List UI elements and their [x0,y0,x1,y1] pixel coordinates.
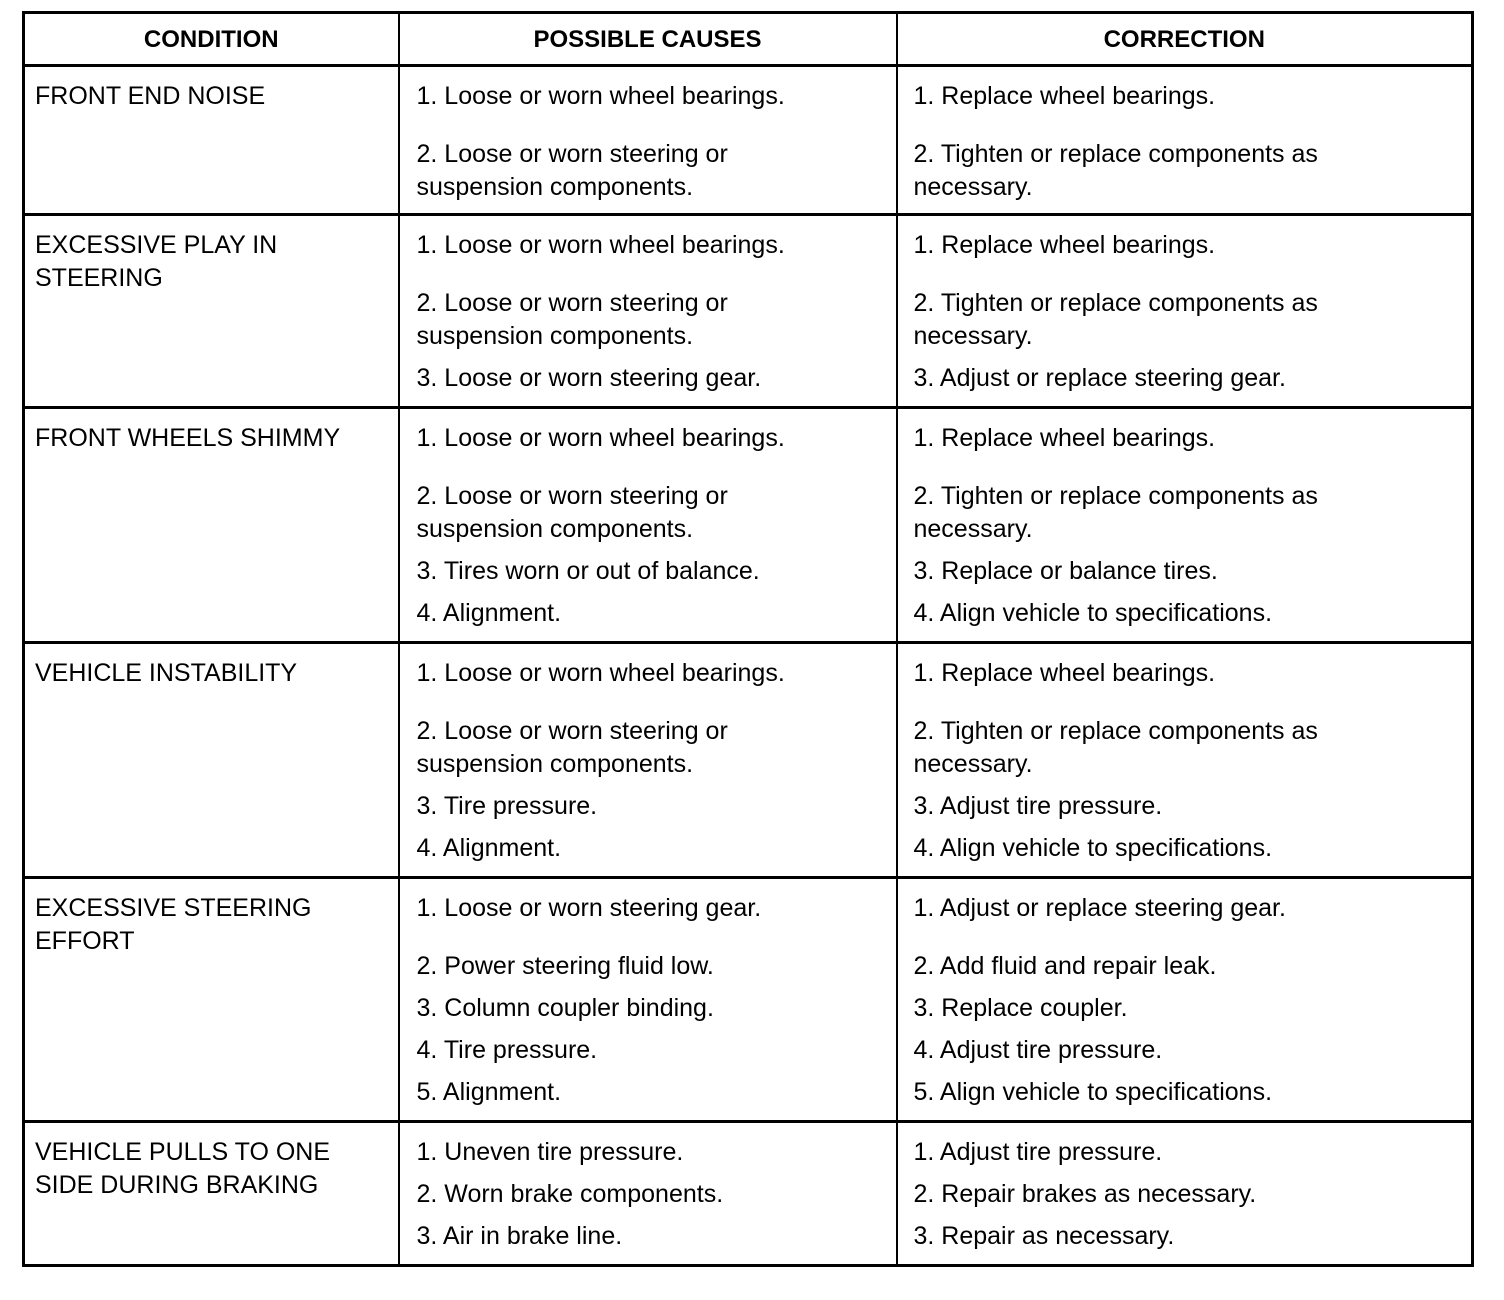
condition-cell: FRONT END NOISE [24,66,399,215]
cause-item: 2. Worn brake components. [416,1180,724,1208]
cause-item: 3. Loose or worn steering gear. [416,364,762,392]
cause-item: 3. Column coupler binding. [416,994,714,1022]
condition-cell: EXCESSIVE PLAY IN STEERING [24,215,399,408]
correction-item: 2. Tighten or replace components as necessary. [913,289,1318,350]
correction-item: 1. Replace wheel bearings. [913,82,1216,110]
table-row [24,408,1473,643]
cause-item: 1. Loose or worn wheel bearings. [416,82,785,110]
correction-cell [897,215,1473,408]
correction-item: 2. Repair brakes as necessary. [913,1180,1257,1208]
causes-cell [399,878,897,1122]
causes-cell [399,215,897,408]
correction-item: 2. Tighten or replace components as necessary. [913,140,1318,201]
correction-item: 1. Replace wheel bearings. [913,424,1216,452]
correction-cell [897,408,1473,643]
condition-cell: EXCESSIVE STEERING EFFORT [24,878,399,1122]
correction-item: 3. Adjust or replace steering gear. [913,364,1286,392]
cause-item: 5. Alignment. [416,1078,562,1106]
cause-item: 3. Tires worn or out of balance. [416,557,760,585]
diagnosis-table [22,11,1474,1267]
causes-cell [399,408,897,643]
correction-item: 3. Repair as necessary. [913,1222,1175,1250]
correction-cell [897,643,1473,878]
correction-item: 4. Align vehicle to specifications. [913,599,1273,627]
header-correction: CORRECTION [897,13,1473,66]
cause-item: 1. Loose or worn wheel bearings. [416,231,785,259]
cause-item: 2. Loose or worn steering or suspension components. [416,717,728,778]
correction-cell [897,878,1473,1122]
correction-item: 1. Adjust or replace steering gear. [913,894,1286,922]
cause-item: 3. Tire pressure. [416,792,598,820]
causes-cell [399,1122,897,1266]
table-row [24,215,1473,408]
correction-item: 2. Add fluid and repair leak. [913,952,1217,980]
cause-item: 2. Loose or worn steering or suspension components. [416,482,728,543]
cause-item: 1. Loose or worn wheel bearings. [416,424,785,452]
correction-item: 2. Tighten or replace components as necessary. [913,482,1318,543]
table-row [24,66,1473,215]
table-row [24,878,1473,1122]
condition-cell: VEHICLE PULLS TO ONE SIDE DURING BRAKING [24,1122,399,1266]
correction-item: 5. Align vehicle to specifications. [913,1078,1273,1106]
cause-item: 2. Loose or worn steering or suspension components. [416,140,728,201]
header-condition: CONDITION [24,13,399,66]
correction-item: 4. Adjust tire pressure. [913,1036,1163,1064]
correction-item: 3. Replace or balance tires. [913,557,1218,585]
cause-item: 1. Loose or worn wheel bearings. [416,659,785,687]
table-row [24,1122,1473,1266]
causes-cell [399,643,897,878]
header-possible-causes: POSSIBLE CAUSES [399,13,897,66]
header-row [24,13,1473,66]
correction-cell [897,1122,1473,1266]
correction-item: 1. Replace wheel bearings. [913,231,1216,259]
table-body [24,66,1473,1266]
causes-cell [399,66,897,215]
correction-item: 4. Align vehicle to specifications. [913,834,1273,862]
cause-item: 2. Loose or worn steering or suspension components. [416,289,728,350]
correction-item: 2. Tighten or replace components as necessary. [913,717,1318,778]
correction-cell [897,66,1473,215]
cause-item: 4. Tire pressure. [416,1036,598,1064]
correction-item: 1. Adjust tire pressure. [913,1138,1163,1166]
cause-item: 4. Alignment. [416,599,562,627]
correction-item: 3. Replace coupler. [913,994,1128,1022]
table-row [24,643,1473,878]
cause-item: 2. Power steering fluid low. [416,952,714,980]
condition-cell: VEHICLE INSTABILITY [24,643,399,878]
correction-item: 3. Adjust tire pressure. [913,792,1163,820]
cause-item: 3. Air in brake line. [416,1222,623,1250]
condition-cell: FRONT WHEELS SHIMMY [24,408,399,643]
cause-item: 1. Uneven tire pressure. [416,1138,684,1166]
cause-item: 4. Alignment. [416,834,562,862]
correction-item: 1. Replace wheel bearings. [913,659,1216,687]
cause-item: 1. Loose or worn steering gear. [416,894,762,922]
